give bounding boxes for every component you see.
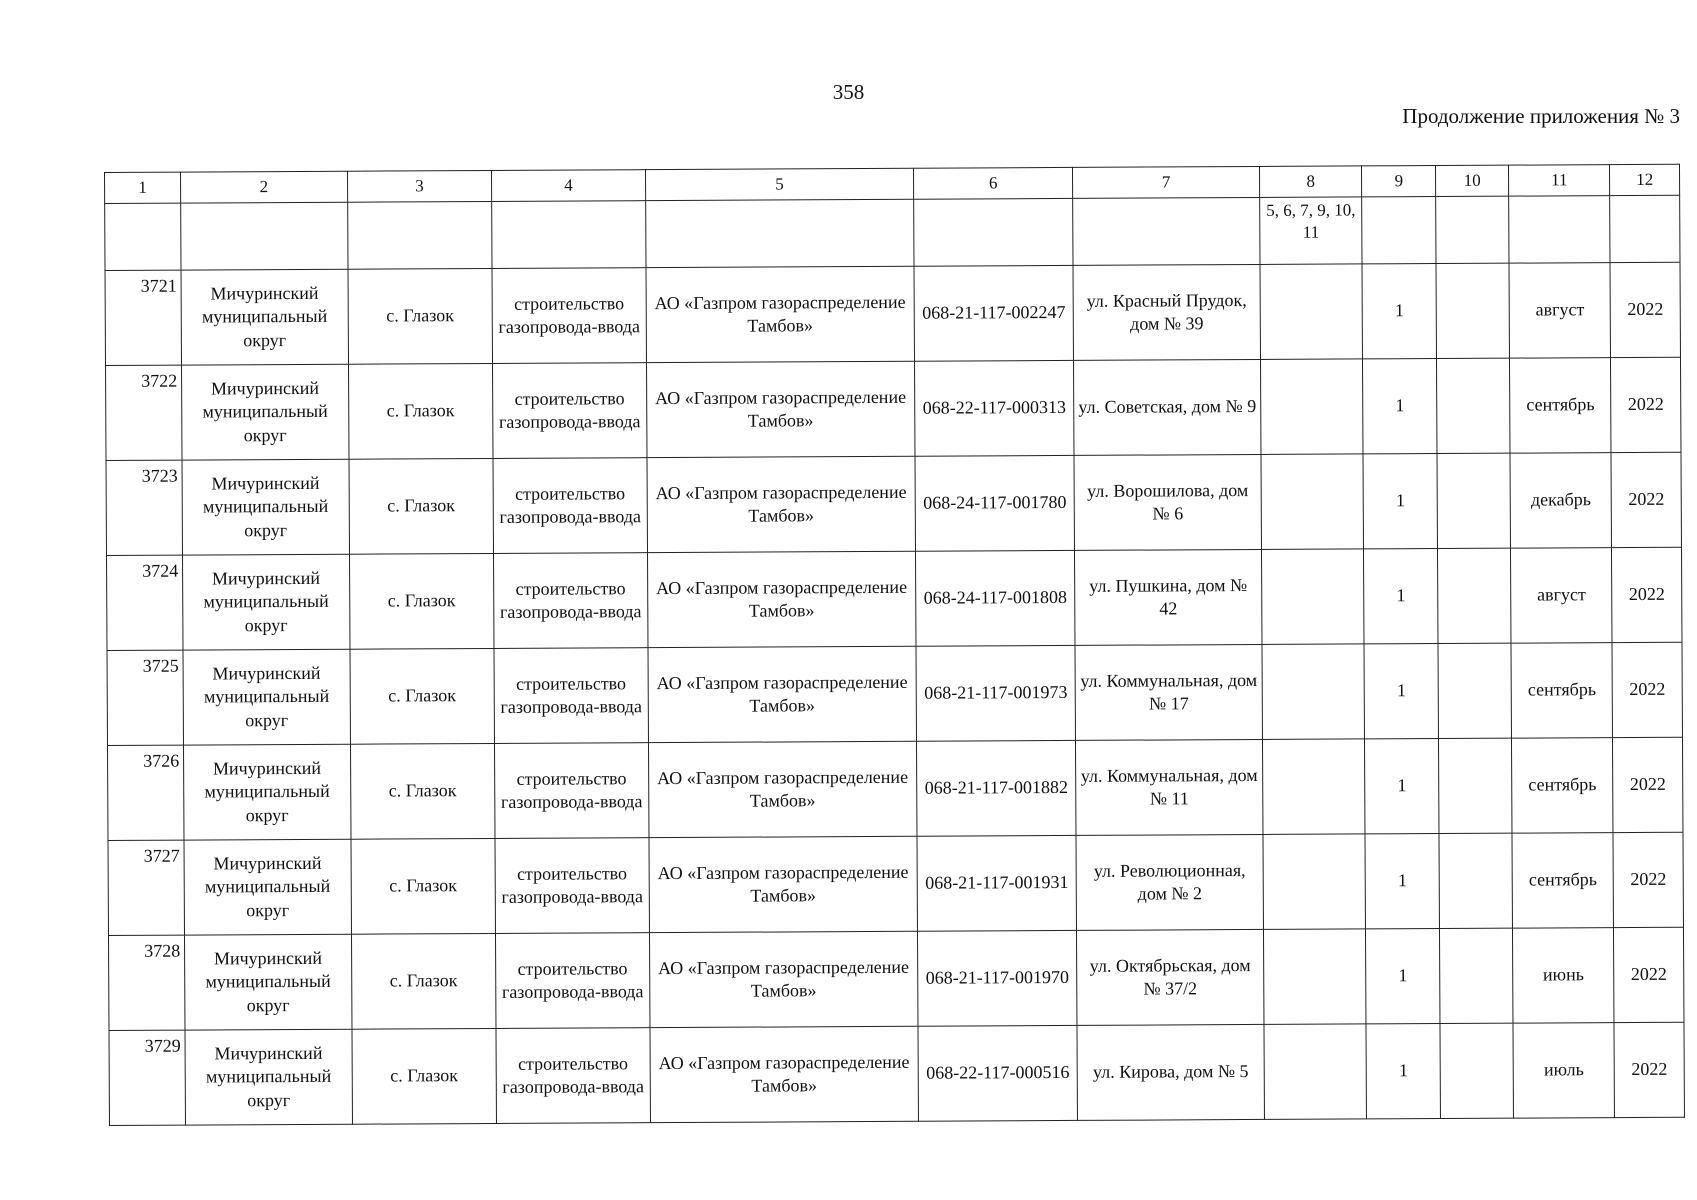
col-8-cell — [1264, 1024, 1367, 1120]
year-cell: 2022 — [1612, 642, 1682, 737]
settlement-cell: с. Глазок — [351, 933, 496, 1029]
table-row — [109, 1022, 1684, 1125]
page-number: 358 — [832, 80, 865, 104]
quantity-cell: 1 — [1366, 1024, 1440, 1119]
district-cell: Мичуринский муниципальный округ — [184, 839, 351, 935]
work-type-cell: строительство газопровода-ввода — [494, 648, 648, 744]
settlement-cell — [347, 201, 492, 269]
address-cell: ул. Октябрьская, дом № 37/2 — [1076, 929, 1264, 1025]
settlement-cell: с. Глазок — [349, 458, 494, 554]
table-body — [105, 164, 1685, 1125]
quantity-cell: 1 — [1362, 264, 1436, 359]
work-type-cell: 4 — [492, 170, 646, 202]
col-10-cell — [1439, 738, 1512, 833]
organization-cell: АО «Газпром газораспределение Тамбов» — [647, 551, 916, 647]
month-cell: август — [1509, 263, 1611, 359]
month-cell — [1509, 196, 1611, 264]
organization-cell: АО «Газпром газораспределение Тамбов» — [649, 836, 918, 932]
month-cell: сентябрь — [1510, 358, 1612, 454]
quantity-cell: 1 — [1365, 834, 1439, 929]
year-cell: 2022 — [1613, 832, 1683, 927]
year-cell: 12 — [1610, 164, 1680, 195]
col-8-cell — [1264, 929, 1367, 1025]
work-type-cell: строительство газопровода-ввода — [495, 838, 649, 934]
month-cell: июль — [1513, 1023, 1615, 1119]
address-cell: 7 — [1072, 166, 1259, 198]
table-row — [105, 262, 1680, 365]
settlement-cell: 3 — [347, 170, 492, 202]
col-8-cell: 8 — [1260, 166, 1362, 198]
work-type-cell: строительство газопровода-ввода — [493, 363, 647, 459]
district-cell: Мичуринский муниципальный округ — [181, 269, 348, 365]
object-code-cell — [914, 198, 1073, 266]
year-cell: 2022 — [1614, 1022, 1684, 1117]
object-code-cell: 068-22-117-000516 — [918, 1025, 1077, 1121]
work-type-cell: строительство газопровода-ввода — [492, 268, 646, 364]
organization-cell: АО «Газпром газораспределение Тамбов» — [649, 931, 918, 1027]
table-row — [108, 832, 1683, 935]
object-code-cell: 068-21-117-001931 — [917, 835, 1076, 931]
col-8-cell — [1261, 454, 1364, 550]
month-cell: июнь — [1513, 928, 1615, 1024]
district-cell: Мичуринский муниципальный округ — [185, 934, 352, 1030]
district-cell: Мичуринский муниципальный округ — [183, 649, 350, 745]
col-8-cell — [1263, 739, 1366, 835]
district-cell: Мичуринский муниципальный округ — [183, 554, 350, 650]
address-cell: ул. Советская, дом № 9 — [1073, 359, 1261, 455]
table-row — [106, 452, 1681, 555]
object-code-cell: 6 — [914, 167, 1073, 199]
table-row — [108, 737, 1683, 840]
district-cell: Мичуринский муниципальный округ — [185, 1029, 352, 1125]
address-cell: ул. Коммунальная, дом № 11 — [1075, 739, 1263, 835]
continuation-label: Продолжение приложения № 3 — [1402, 104, 1680, 128]
work-type-cell: строительство газопровода-ввода — [494, 553, 648, 649]
organization-cell: АО «Газпром газораспределение Тамбов» — [650, 1026, 919, 1122]
organization-cell — [645, 199, 914, 267]
quantity-cell: 1 — [1363, 454, 1437, 549]
month-cell: декабрь — [1510, 453, 1612, 549]
district-cell: Мичуринский муниципальный округ — [182, 364, 349, 460]
month-cell: 11 — [1509, 165, 1610, 197]
row-number-cell: 3728 — [108, 935, 185, 1030]
col-8-cell — [1260, 264, 1363, 360]
quantity-cell — [1362, 197, 1436, 264]
settlement-cell: с. Глазок — [348, 268, 493, 364]
col-8-cell: 5, 6, 7, 9, 10, 11 — [1260, 197, 1363, 265]
settlement-cell: с. Глазок — [349, 553, 494, 649]
organization-cell: АО «Газпром газораспределение Тамбов» — [647, 456, 916, 552]
quantity-cell: 1 — [1364, 549, 1438, 644]
settlement-cell: с. Глазок — [351, 838, 496, 934]
row-number-cell: 1 — [105, 172, 181, 203]
col-10-cell — [1440, 928, 1513, 1023]
quantity-cell: 1 — [1364, 644, 1438, 739]
table-row — [107, 642, 1682, 745]
address-cell: ул. Революционная, дом № 2 — [1076, 834, 1264, 930]
col-10-cell: 10 — [1436, 165, 1509, 196]
quantity-cell: 1 — [1363, 359, 1437, 454]
col-10-cell — [1436, 196, 1509, 263]
object-code-cell: 068-21-117-001973 — [916, 645, 1075, 741]
col-8-cell — [1261, 359, 1364, 455]
month-cell: сентябрь — [1512, 738, 1614, 834]
work-type-cell: строительство газопровода-ввода — [496, 1028, 650, 1124]
organization-cell: АО «Газпром газораспределение Тамбов» — [648, 646, 917, 742]
object-code-cell: 068-24-117-001808 — [916, 550, 1075, 646]
col-8-cell — [1262, 549, 1365, 645]
work-type-cell: строительство газопровода-ввода — [496, 933, 650, 1029]
settlement-cell: с. Глазок — [350, 743, 495, 839]
object-code-cell: 068-24-117-001780 — [915, 455, 1074, 551]
object-code-cell: 068-21-117-001882 — [917, 740, 1076, 836]
address-cell — [1073, 197, 1260, 265]
row-number-cell: 3729 — [109, 1030, 186, 1125]
table-row — [107, 547, 1682, 650]
col-8-cell — [1262, 644, 1365, 740]
settlement-cell: с. Глазок — [350, 648, 495, 744]
table-row — [108, 927, 1683, 1030]
col-10-cell — [1437, 358, 1510, 453]
organization-cell: 5 — [645, 168, 914, 200]
object-code-cell: 068-21-117-002247 — [914, 265, 1073, 361]
year-cell: 2022 — [1610, 262, 1680, 357]
row-number-cell: 3725 — [107, 650, 184, 745]
col-10-cell — [1440, 1023, 1513, 1118]
work-type-cell: строительство газопровода-ввода — [493, 458, 647, 554]
col-10-cell — [1438, 643, 1511, 738]
col-10-cell — [1439, 833, 1512, 928]
col-10-cell — [1436, 263, 1509, 358]
district-cell: Мичуринский муниципальный округ — [182, 459, 349, 555]
month-cell: сентябрь — [1511, 643, 1613, 739]
address-cell: ул. Коммунальная, дом № 17 — [1075, 644, 1263, 740]
row-number-cell: 3722 — [106, 365, 183, 460]
settlement-cell: с. Глазок — [348, 363, 493, 459]
quantity-cell: 1 — [1366, 929, 1440, 1024]
quantity-cell: 9 — [1362, 166, 1436, 197]
address-cell: ул. Красный Прудок, дом № 39 — [1073, 264, 1261, 360]
year-cell: 2022 — [1611, 357, 1681, 452]
district-cell — [181, 202, 348, 270]
row-number-cell: 3721 — [105, 270, 182, 365]
address-cell: ул. Пушкина, дом № 42 — [1074, 549, 1262, 645]
year-cell: 2022 — [1611, 452, 1681, 547]
work-type-cell: строительство газопровода-ввода — [495, 743, 649, 839]
object-code-cell: 068-22-117-000313 — [915, 360, 1074, 456]
table-row — [106, 357, 1681, 460]
row-number-cell: 3726 — [108, 745, 185, 840]
month-cell: август — [1511, 548, 1613, 644]
row-number-cell: 3724 — [107, 555, 184, 650]
row-number-cell — [105, 203, 181, 270]
district-cell: 2 — [181, 171, 348, 203]
month-cell: сентябрь — [1512, 833, 1614, 929]
subheader-row — [105, 195, 1680, 270]
district-cell: Мичуринский муниципальный округ — [184, 744, 351, 840]
year-cell: 2022 — [1613, 737, 1683, 832]
col-10-cell — [1438, 548, 1511, 643]
row-number-cell: 3727 — [108, 840, 185, 935]
address-cell: ул. Ворошилова, дом № 6 — [1074, 454, 1262, 550]
work-type-cell — [492, 201, 646, 269]
address-cell: ул. Кирова, дом № 5 — [1077, 1024, 1265, 1120]
organization-cell: АО «Газпром газораспределение Тамбов» — [648, 741, 917, 837]
row-number-cell: 3723 — [106, 460, 183, 555]
object-code-cell: 068-21-117-001970 — [918, 930, 1077, 1026]
organization-cell: АО «Газпром газораспределение Тамбов» — [646, 266, 915, 362]
col-8-cell — [1263, 834, 1366, 930]
year-cell: 2022 — [1614, 927, 1684, 1022]
col-10-cell — [1437, 453, 1510, 548]
appendix-table — [104, 164, 1685, 1126]
year-cell — [1610, 195, 1680, 262]
quantity-cell: 1 — [1365, 739, 1439, 834]
year-cell: 2022 — [1612, 547, 1682, 642]
organization-cell: АО «Газпром газораспределение Тамбов» — [646, 361, 915, 457]
settlement-cell: с. Глазок — [352, 1028, 497, 1124]
